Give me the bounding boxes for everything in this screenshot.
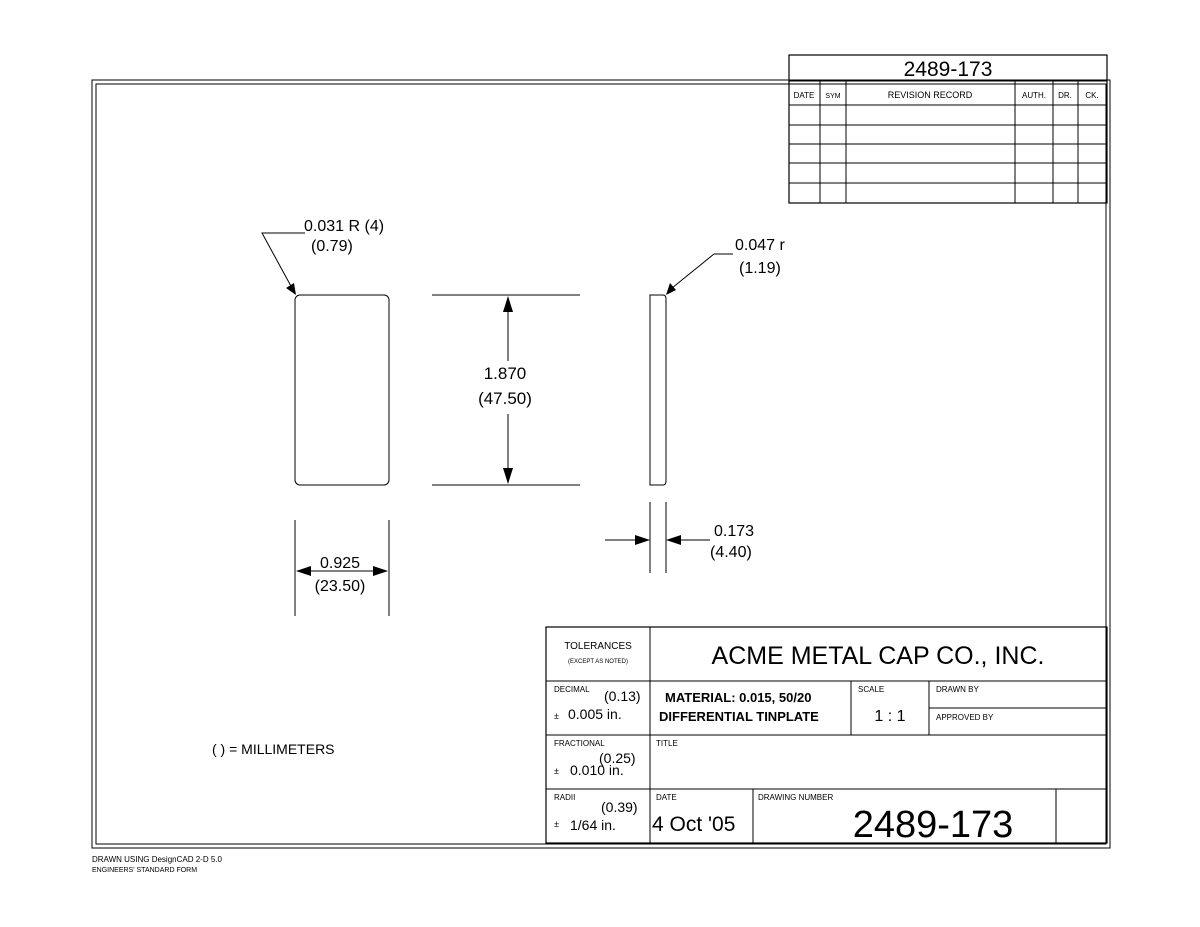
height-inch: 1.870 <box>483 364 527 383</box>
radii-label: RADII <box>554 793 576 802</box>
material-line-2: DIFFERENTIAL TINPLATE <box>659 709 819 724</box>
decimal-label: DECIMAL <box>554 685 590 694</box>
fractional-mm: (0.25) <box>599 750 636 766</box>
radii-pm: ± <box>554 819 559 829</box>
footer-line-1: DRAWN USING DesignCAD 2-D 5.0 <box>92 855 222 864</box>
edge-radius-mm: (1.19) <box>739 260 781 277</box>
corner-radius-leader <box>262 233 305 295</box>
date-value: 4 Oct '05 <box>652 813 736 836</box>
drawing-number-label: DRAWING NUMBER <box>758 793 834 802</box>
rev-header-auth: AUTH. <box>1022 91 1046 100</box>
rev-header-sym: SYM <box>825 93 841 100</box>
decimal-pm: ± <box>554 711 559 721</box>
radii-mm: (0.39) <box>601 799 638 815</box>
corner-radius-mm: (0.79) <box>311 238 353 255</box>
rev-header-date: DATE <box>793 91 815 100</box>
approved-by-label: APPROVED BY <box>936 713 994 722</box>
outer-border <box>92 80 1110 848</box>
footer-line-2: ENGINEERS' STANDARD FORM <box>92 867 198 874</box>
radii-value: 1/64 in. <box>570 817 616 833</box>
edge-radius-leader <box>666 254 733 295</box>
inner-border <box>96 84 1106 844</box>
company-name: ACME METAL CAP CO., INC. <box>711 642 1045 670</box>
decimal-value: 0.005 in. <box>568 706 622 722</box>
thickness-dimension <box>605 502 710 573</box>
except-note: (EXCEPT AS NOTED) <box>568 659 628 665</box>
decimal-mm: (0.13) <box>604 688 641 704</box>
fractional-label: FRACTIONAL <box>554 739 605 748</box>
drawing-number: 2489-173 <box>852 804 1014 846</box>
fractional-pm: ± <box>554 766 559 776</box>
material-line-1: MATERIAL: 0.015, 50/20 <box>665 690 812 705</box>
revision-block <box>789 55 1107 203</box>
thickness-mm: (4.40) <box>710 544 752 561</box>
fractional-value: 0.010 in. <box>570 762 624 778</box>
tolerances-label: TOLERANCES <box>564 641 632 652</box>
height-mm: (47.50) <box>478 389 532 408</box>
edge-radius-inch: 0.047 r <box>735 237 785 254</box>
drawn-by-label: DRAWN BY <box>936 685 979 694</box>
rev-header-dr: DR. <box>1058 91 1072 100</box>
side-view-outline <box>650 295 666 485</box>
scale-label: SCALE <box>858 685 885 694</box>
scale-value: 1 : 1 <box>874 708 906 725</box>
date-label: DATE <box>656 793 677 802</box>
revision-drawing-number: 2489-173 <box>903 58 993 81</box>
front-view-outline <box>295 295 389 485</box>
corner-radius-inch: 0.031 R (4) <box>304 218 385 235</box>
title-label: TITLE <box>656 739 678 748</box>
width-inch: 0.925 <box>319 555 361 572</box>
rev-header-ck: CK. <box>1085 91 1099 100</box>
rev-header-revision-record: REVISION RECORD <box>887 90 973 100</box>
width-mm: (23.50) <box>314 578 366 595</box>
thickness-inch: 0.173 <box>714 523 755 540</box>
units-note: ( ) = MILLIMETERS <box>212 741 335 757</box>
